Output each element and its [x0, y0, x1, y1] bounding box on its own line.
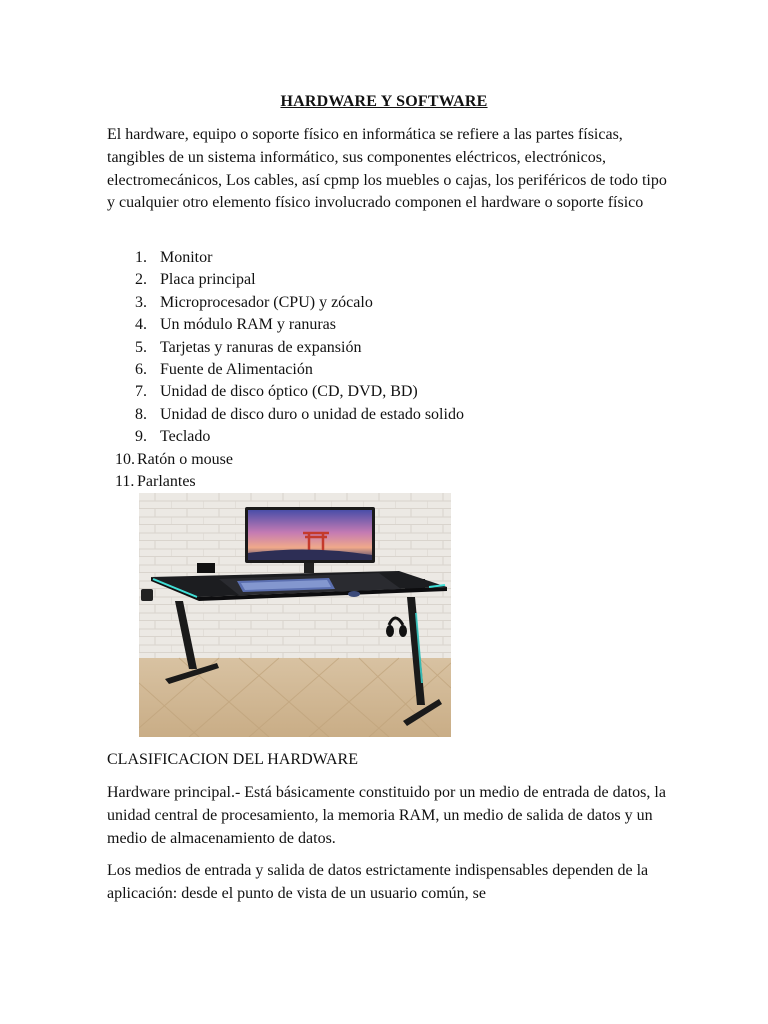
list-item-label: Tarjetas y ranuras de expansión — [160, 338, 362, 356]
list-item — [107, 269, 667, 291]
list-number: 1. — [135, 249, 147, 266]
io-paragraph: Los medios de entrada y salida de datos estrictamente indispensables dependen de la aplicación: desde el punto de vista de un usuario común, se — [107, 862, 649, 902]
list-number: 11. — [115, 473, 135, 491]
list-item-label: Microprocesador (CPU) y zócalo — [160, 293, 373, 311]
list-item-label: Un módulo RAM y ranuras — [160, 316, 336, 334]
list-item-label: Ratón o mouse — [137, 450, 233, 468]
gaming-desk-photo — [139, 493, 451, 737]
list-number: 3. — [135, 293, 147, 311]
list-number: 7. — [135, 383, 147, 401]
list-item — [107, 381, 667, 403]
list-number: 2. — [135, 271, 147, 289]
list-item — [107, 247, 667, 269]
hardware-principal-paragraph: Hardware principal.- Está básicamente constituido por un medio de entrada de datos, la unidad central de procesamiento, la memoria RAM, un medio de salida de datos y un medio de almacenamiento de datos. — [107, 784, 666, 847]
list-number: 10. — [115, 450, 135, 468]
list-item-label: Unidad de disco duro o unidad de estado solido — [160, 405, 464, 423]
list-number: 4. — [135, 316, 147, 334]
list-item-label: Placa principal — [160, 271, 256, 289]
list-item — [107, 449, 667, 471]
list-number: 6. — [135, 361, 147, 379]
list-item — [107, 426, 667, 448]
list-item — [107, 359, 667, 381]
list-item-label: Monitor — [160, 249, 213, 266]
document-title: HARDWARE Y SOFTWARE — [280, 93, 488, 110]
list-item — [107, 314, 667, 336]
list-item-label: Parlantes — [137, 473, 196, 491]
list-item-label: Unidad de disco óptico (CD, DVD, BD) — [160, 383, 418, 401]
list-number: 5. — [135, 338, 147, 356]
list-number: 8. — [135, 405, 147, 423]
list-item — [107, 404, 667, 426]
intro-paragraph: El hardware, equipo o soporte físico en informática se refiere a las partes físicas, tangibles de un sistema informático, sus componentes eléctricos, electrónicos, electromecánicos, Los cables, así cpmp los muebles o cajas, los periféricos de todo tipo y cualquier otro elemento físico involucrado componen el hardware o soporte físico — [107, 126, 667, 212]
section-heading: CLASIFICACION DEL HARDWARE — [107, 751, 358, 768]
hardware-list — [107, 247, 667, 493]
list-item — [107, 337, 667, 359]
list-number: 9. — [135, 428, 147, 446]
list-item-label: Teclado — [160, 428, 211, 446]
list-item — [107, 471, 667, 493]
list-item — [107, 292, 667, 314]
list-item-label: Fuente de Alimentación — [160, 361, 313, 379]
